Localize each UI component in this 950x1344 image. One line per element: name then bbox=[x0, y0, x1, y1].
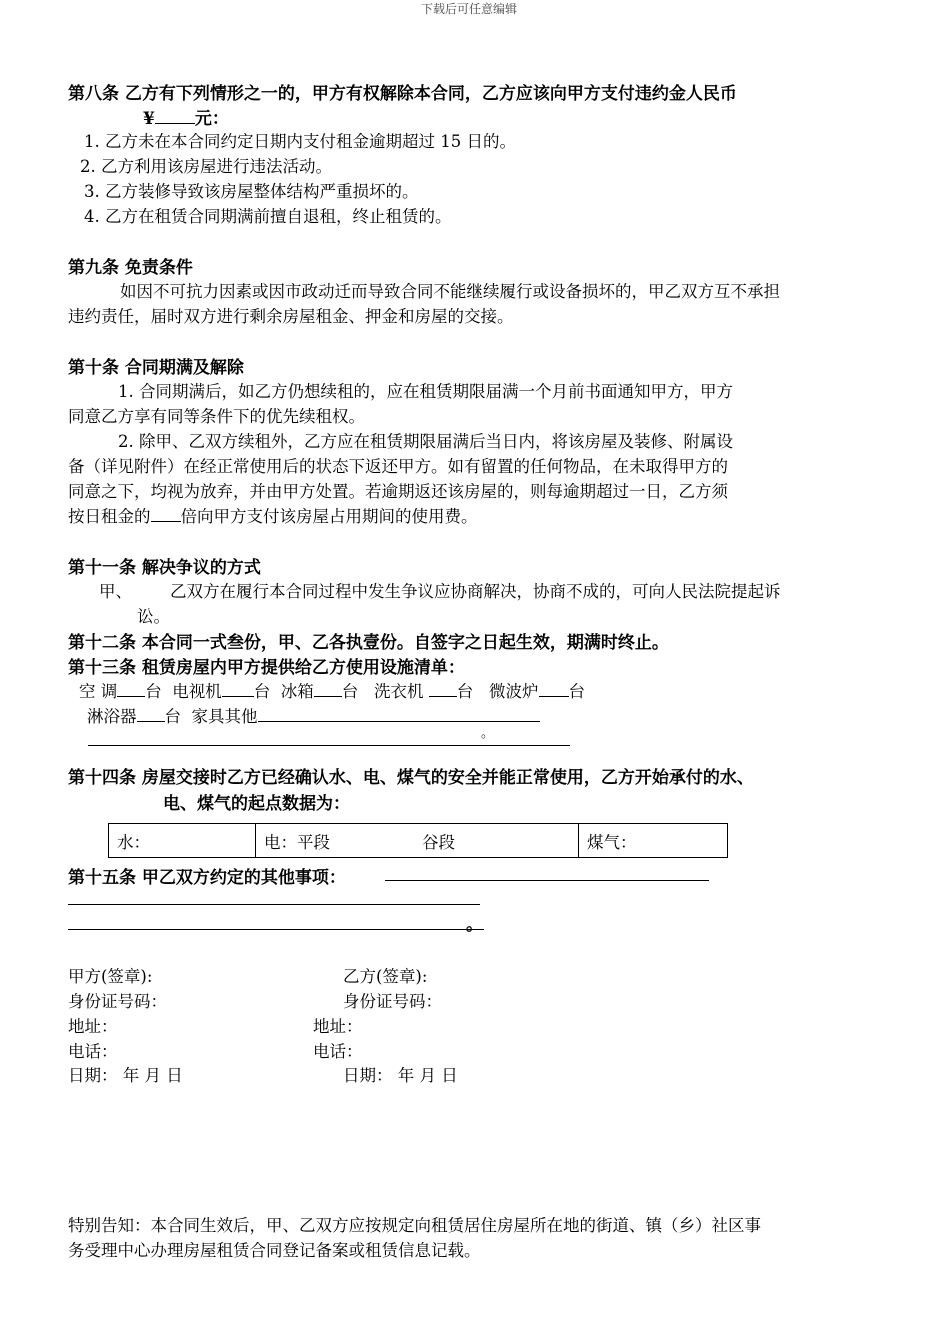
facility-extra-line[interactable] bbox=[88, 745, 570, 746]
tv-count-blank[interactable] bbox=[222, 678, 254, 697]
article-15-title: 第十五条 甲乙双方约定的其他事项： bbox=[68, 868, 346, 888]
article-14-title-2: 电、煤气的起点数据为： bbox=[163, 794, 350, 814]
water-cell[interactable] bbox=[109, 824, 256, 858]
party-a-seal: 甲方(签章): bbox=[68, 967, 153, 986]
article-10-p2-line-1: 2. 除甲、乙双方续租外，乙方应在租赁期限届满后当日内，将该房屋及装修、附属设 bbox=[118, 432, 733, 451]
special-notice-line-2: 务受理中心办理房屋租赁合同登记备案或租赁信息记载。 bbox=[68, 1241, 481, 1260]
page-header: 下载后可任意编辑 bbox=[421, 2, 518, 16]
article-13-title: 第十三条 租赁房屋内甲方提供给乙方使用设施清单： bbox=[68, 658, 465, 678]
article-8-item-1: 1. 乙方未在本合同约定日期内支付租金逾期超过 15 日的。 bbox=[84, 132, 516, 151]
gas-label: 煤气： bbox=[587, 832, 637, 852]
yuan-label: 元： bbox=[194, 109, 229, 129]
article-8-item-4: 4. 乙方在租赁合同期满前擅自退租，终止租赁的。 bbox=[84, 207, 452, 226]
washer-count-blank[interactable] bbox=[429, 678, 457, 697]
electricity-valley-label: 谷段 bbox=[422, 832, 455, 852]
air-conditioner-count-blank[interactable] bbox=[117, 678, 145, 697]
article-11-line-2: 讼。 bbox=[137, 607, 170, 626]
party-a-phone: 电话： bbox=[68, 1042, 118, 1061]
yen-symbol: ¥ bbox=[143, 109, 155, 129]
party-a-address: 地址： bbox=[68, 1017, 118, 1036]
article-11-line-1: 乙双方在履行本合同过程中发生争议应协商解决，协商不成的，可向人民法院提起诉 bbox=[170, 582, 781, 601]
article-10-p2-line-2: 备（详见附件）在经正常使用后的状态下返还甲方。如有留置的任何物品，在未取得甲方的 bbox=[68, 457, 728, 476]
article-10-p1-line-2: 同意乙方享有同等条件下的优先续租权。 bbox=[68, 407, 365, 426]
article-9-line-1: 如因不可抗力因素或因市政动迁而导致合同不能继续履行或设备损坏的，甲乙双方互不承担 bbox=[120, 282, 780, 301]
article-8-title: 第八条 乙方有下列情形之一的，甲方有权解除本合同，乙方应该向甲方支付违约金人民币 bbox=[68, 84, 737, 104]
water-label: 水： bbox=[117, 832, 150, 852]
electricity-flat-label: 电：平段 bbox=[264, 832, 330, 852]
party-a-date: 日期： 年 月 日 bbox=[68, 1066, 183, 1085]
article-8-penalty bbox=[143, 104, 229, 129]
microwave-count-blank[interactable] bbox=[539, 678, 569, 697]
usage-fee-label: 倍向甲方支付该房屋占用期间的使用费。 bbox=[180, 507, 478, 527]
washer-label: 洗衣机 bbox=[374, 682, 424, 702]
gas-cell[interactable] bbox=[579, 824, 728, 858]
other-matters-line-3[interactable] bbox=[68, 929, 484, 930]
microwave-label: 微波炉 bbox=[489, 682, 539, 702]
article-8-item-3: 3. 乙方装修导致该房屋整体结构严重损坏的。 bbox=[84, 182, 419, 201]
penalty-amount-blank[interactable] bbox=[155, 104, 195, 124]
meter-reading-table bbox=[108, 823, 728, 858]
party-b-seal: 乙方(签章): bbox=[343, 967, 428, 986]
electricity-cell[interactable] bbox=[256, 824, 579, 858]
party-b-address: 地址： bbox=[313, 1017, 363, 1036]
article-11-title: 第十一条 解决争议的方式 bbox=[68, 558, 261, 578]
article-9-line-2: 违约责任，届时双方进行剩余房屋租金、押金和房屋的交接。 bbox=[68, 307, 514, 326]
article-9-title: 第九条 免责条件 bbox=[68, 258, 193, 278]
facility-end-mark: 。 bbox=[481, 726, 495, 741]
article-10-title: 第十条 合同期满及解除 bbox=[68, 358, 244, 378]
facility-row-2: 淋浴器 台 家具其他 bbox=[87, 703, 540, 727]
water-heater-label: 淋浴器 bbox=[87, 707, 137, 727]
party-a-id: 身份证号码： bbox=[68, 992, 167, 1011]
fridge-label: 冰箱 bbox=[280, 682, 314, 702]
other-matters-end-mark: 。 bbox=[466, 915, 483, 935]
article-12-title: 第十二条 本合同一式叁份，甲、乙各执壹份。自签字之日起生效，期满时终止。 bbox=[68, 633, 669, 653]
article-8-item-2: 2. 乙方利用该房屋进行违法活动。 bbox=[80, 157, 332, 176]
article-14-title: 第十四条 房屋交接时乙方已经确认水、电、煤气的安全并能正常使用，乙方开始承付的水、 bbox=[68, 768, 754, 788]
article-10-p2-line-3: 同意之下，均视为放弃，并由甲方处置。若逾期返还该房屋的，则每逾期超过一日，乙方须 bbox=[68, 482, 728, 501]
tv-label: 电视机 bbox=[172, 682, 222, 702]
fridge-count-blank[interactable] bbox=[314, 678, 342, 697]
party-b-id: 身份证号码： bbox=[343, 992, 442, 1011]
furniture-other-blank[interactable] bbox=[258, 703, 540, 722]
furniture-other-label: 家具其他 bbox=[191, 707, 258, 727]
other-matters-line-2[interactable] bbox=[68, 904, 480, 905]
water-heater-count-blank[interactable] bbox=[137, 703, 165, 722]
air-conditioner-label: 空 调 bbox=[79, 682, 118, 702]
special-notice-line-1: 特别告知：本合同生效后，甲、乙双方应按规定向租赁居住房屋所在地的街道、镇（乡）社区事 bbox=[68, 1216, 761, 1235]
party-b-phone: 电话： bbox=[313, 1042, 363, 1061]
article-10-p1-line-1: 1. 合同期满后，如乙方仍想续租的，应在租赁期限届满一个月前书面通知甲方，甲方 bbox=[118, 382, 733, 401]
multiplier-blank[interactable] bbox=[151, 503, 181, 522]
other-matters-line-1[interactable] bbox=[385, 880, 709, 881]
article-11-lead: 甲、 bbox=[99, 582, 132, 601]
daily-rent-label: 按日租金的 bbox=[68, 507, 151, 527]
article-10-p2-line-4 bbox=[68, 503, 478, 527]
party-b-date: 日期： 年 月 日 bbox=[343, 1066, 458, 1085]
facility-row-1: 空 调 台 电视机 台 冰箱 台 洗衣机 台 微波炉 台 bbox=[79, 678, 585, 702]
